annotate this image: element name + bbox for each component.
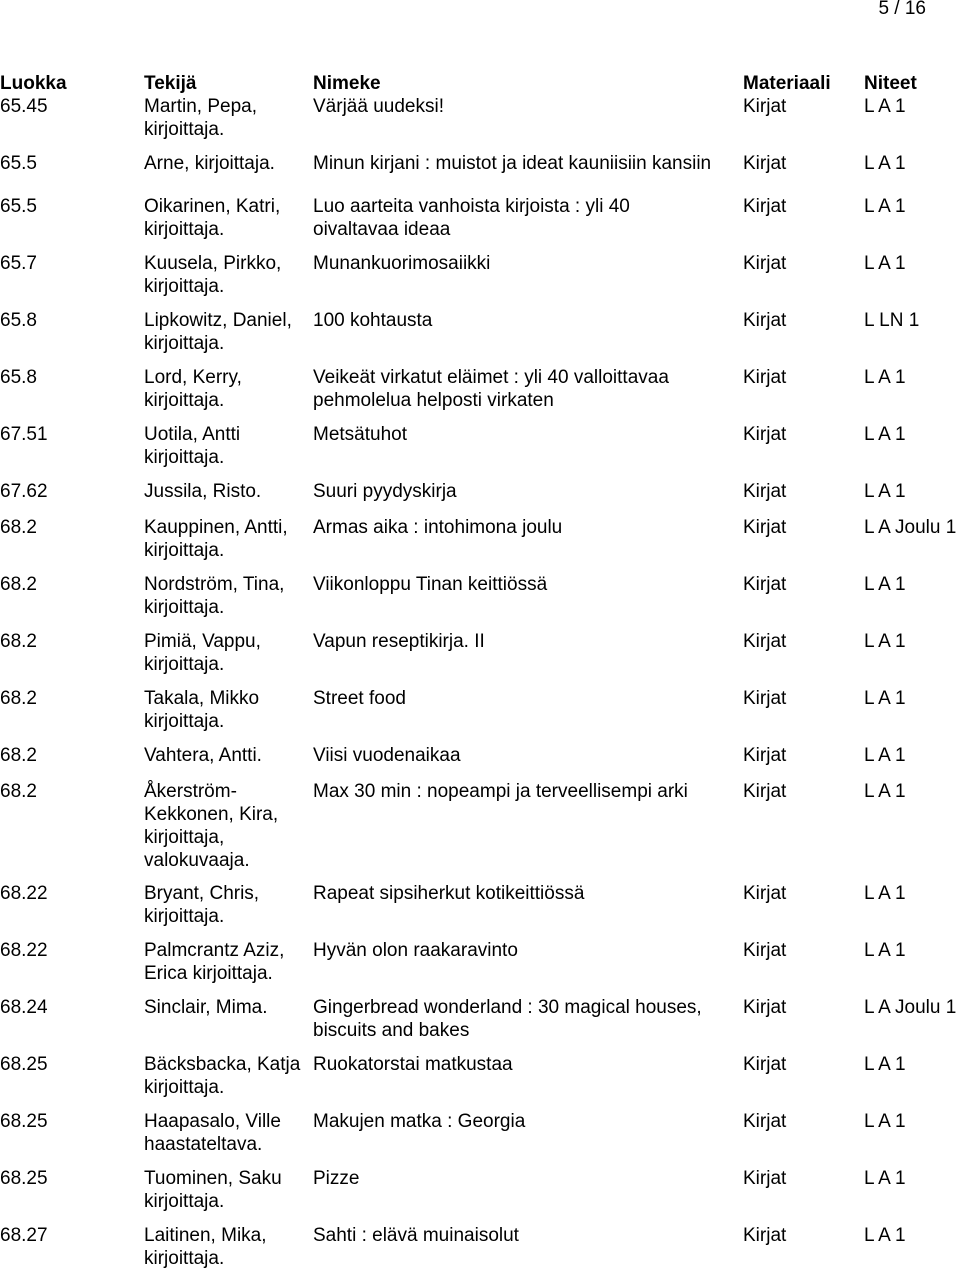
cell-nimeke: Luo aarteita vanhoista kirjoista : yli 40 oivaltavaa ideaa bbox=[313, 196, 630, 240]
cell-luokka: 68.2 bbox=[0, 574, 37, 595]
cell-niteet: L A 1 bbox=[864, 745, 906, 766]
cell-tekija: Kauppinen, Antti, kirjoittaja. bbox=[144, 517, 288, 561]
cell-materiaali: Kirjat bbox=[743, 517, 787, 538]
cell-luokka: 65.5 bbox=[0, 196, 37, 217]
cell-niteet: L A 1 bbox=[864, 1225, 906, 1246]
cell-materiaali: Kirjat bbox=[743, 574, 787, 595]
cell-luokka: 68.2 bbox=[0, 631, 37, 652]
cell-tekija: Martin, Pepa, kirjoittaja. bbox=[144, 96, 257, 140]
cell-niteet: L A 1 bbox=[864, 153, 906, 174]
cell-nimeke: Viisi vuodenaikaa bbox=[313, 745, 461, 766]
cell-luokka: 68.25 bbox=[0, 1168, 48, 1189]
cell-luokka: 67.51 bbox=[0, 424, 48, 445]
cell-niteet: L A 1 bbox=[864, 940, 906, 961]
cell-tekija: Kuusela, Pirkko, kirjoittaja. bbox=[144, 253, 282, 297]
cell-nimeke: Street food bbox=[313, 688, 406, 709]
cell-tekija: Palmcrantz Aziz, Erica kirjoittaja. bbox=[144, 940, 285, 984]
cell-niteet: L A 1 bbox=[864, 253, 906, 274]
column-header-luokka: Luokka bbox=[0, 73, 67, 94]
page-number: 5 / 16 bbox=[878, 0, 926, 19]
cell-nimeke: 100 kohtausta bbox=[313, 310, 433, 331]
column-header-niteet: Niteet bbox=[864, 73, 917, 94]
cell-tekija: Laitinen, Mika, kirjoittaja. bbox=[144, 1225, 267, 1269]
cell-materiaali: Kirjat bbox=[743, 367, 787, 388]
cell-luokka: 65.7 bbox=[0, 253, 37, 274]
cell-nimeke: Rapeat sipsiherkut kotikeittiössä bbox=[313, 883, 585, 904]
cell-nimeke: Värjää uudeksi! bbox=[313, 96, 444, 117]
cell-nimeke: Max 30 min : nopeampi ja terveellisempi arki bbox=[313, 781, 688, 802]
cell-nimeke: Viikonloppu Tinan keittiössä bbox=[313, 574, 548, 595]
cell-niteet: L A 1 bbox=[864, 1054, 906, 1075]
column-header-tekija: Tekijä bbox=[144, 73, 197, 94]
cell-luokka: 68.25 bbox=[0, 1111, 48, 1132]
cell-luokka: 68.24 bbox=[0, 997, 48, 1018]
cell-luokka: 65.5 bbox=[0, 153, 37, 174]
cell-niteet: L A 1 bbox=[864, 424, 906, 445]
cell-nimeke: Makujen matka : Georgia bbox=[313, 1111, 526, 1132]
cell-niteet: L A Joulu 1 bbox=[864, 517, 957, 538]
cell-materiaali: Kirjat bbox=[743, 96, 787, 117]
cell-luokka: 68.22 bbox=[0, 883, 48, 904]
cell-materiaali: Kirjat bbox=[743, 631, 787, 652]
cell-materiaali: Kirjat bbox=[743, 940, 787, 961]
cell-nimeke: Munankuorimosaiikki bbox=[313, 253, 491, 274]
cell-niteet: L A 1 bbox=[864, 781, 906, 802]
cell-nimeke: Vapun reseptikirja. II bbox=[313, 631, 485, 652]
cell-luokka: 65.8 bbox=[0, 367, 37, 388]
cell-tekija: Jussila, Risto. bbox=[144, 481, 262, 502]
cell-luokka: 68.22 bbox=[0, 940, 48, 961]
cell-luokka: 68.25 bbox=[0, 1054, 48, 1075]
cell-tekija: Haapasalo, Ville haastateltava. bbox=[144, 1111, 281, 1155]
cell-tekija: Sinclair, Mima. bbox=[144, 997, 268, 1018]
cell-materiaali: Kirjat bbox=[743, 781, 787, 802]
cell-niteet: L A 1 bbox=[864, 481, 906, 502]
cell-materiaali: Kirjat bbox=[743, 1225, 787, 1246]
cell-niteet: L A 1 bbox=[864, 574, 906, 595]
cell-tekija: Uotila, Antti kirjoittaja. bbox=[144, 424, 241, 468]
cell-materiaali: Kirjat bbox=[743, 153, 787, 174]
cell-nimeke: Ruokatorstai matkustaa bbox=[313, 1054, 513, 1075]
cell-niteet: L A 1 bbox=[864, 1168, 906, 1189]
cell-luokka: 65.8 bbox=[0, 310, 37, 331]
cell-niteet: L A 1 bbox=[864, 631, 906, 652]
cell-nimeke: Veikeät virkatut eläimet : yli 40 valloittavaa pehmolelua helposti virkaten bbox=[313, 367, 669, 411]
cell-tekija: Bryant, Chris, kirjoittaja. bbox=[144, 883, 260, 927]
cell-tekija: Bäcksbacka, Katja kirjoittaja. bbox=[144, 1054, 301, 1098]
cell-nimeke: Metsätuhot bbox=[313, 424, 407, 445]
cell-tekija: Tuominen, Saku kirjoittaja. bbox=[144, 1168, 282, 1212]
cell-nimeke: Sahti : elävä muinaisolut bbox=[313, 1225, 519, 1246]
cell-tekija: Lord, Kerry, kirjoittaja. bbox=[144, 367, 242, 411]
cell-niteet: L A 1 bbox=[864, 1111, 906, 1132]
cell-luokka: 67.62 bbox=[0, 481, 48, 502]
cell-luokka: 68.2 bbox=[0, 745, 37, 766]
cell-materiaali: Kirjat bbox=[743, 196, 787, 217]
cell-materiaali: Kirjat bbox=[743, 424, 787, 445]
cell-luokka: 68.27 bbox=[0, 1225, 48, 1246]
cell-tekija: Åkerström- Kekkonen, Kira, kirjoittaja, valokuvaaja. bbox=[144, 781, 279, 871]
cell-nimeke: Suuri pyydyskirja bbox=[313, 481, 457, 502]
cell-tekija: Pimiä, Vappu, kirjoittaja. bbox=[144, 631, 261, 675]
cell-materiaali: Kirjat bbox=[743, 688, 787, 709]
cell-nimeke: Hyvän olon raakaravinto bbox=[313, 940, 518, 961]
cell-niteet: L A 1 bbox=[864, 367, 906, 388]
cell-tekija: Arne, kirjoittaja. bbox=[144, 153, 275, 174]
cell-luokka: 65.45 bbox=[0, 96, 48, 117]
cell-tekija: Nordström, Tina, kirjoittaja. bbox=[144, 574, 285, 618]
cell-materiaali: Kirjat bbox=[743, 997, 787, 1018]
cell-materiaali: Kirjat bbox=[743, 481, 787, 502]
cell-nimeke: Gingerbread wonderland : 30 magical houses, biscuits and bakes bbox=[313, 997, 702, 1041]
cell-nimeke: Minun kirjani : muistot ja ideat kauniisiin kansiin bbox=[313, 153, 712, 174]
cell-materiaali: Kirjat bbox=[743, 1054, 787, 1075]
cell-luokka: 68.2 bbox=[0, 781, 37, 802]
cell-materiaali: Kirjat bbox=[743, 253, 787, 274]
cell-materiaali: Kirjat bbox=[743, 1168, 787, 1189]
cell-niteet: L LN 1 bbox=[864, 310, 920, 331]
cell-luokka: 68.2 bbox=[0, 688, 37, 709]
column-header-nimeke: Nimeke bbox=[313, 73, 381, 94]
cell-nimeke: Pizze bbox=[313, 1168, 360, 1189]
cell-materiaali: Kirjat bbox=[743, 1111, 787, 1132]
cell-luokka: 68.2 bbox=[0, 517, 37, 538]
cell-materiaali: Kirjat bbox=[743, 310, 787, 331]
cell-materiaali: Kirjat bbox=[743, 883, 787, 904]
cell-tekija: Takala, Mikko kirjoittaja. bbox=[144, 688, 260, 732]
cell-niteet: L A Joulu 1 bbox=[864, 997, 957, 1018]
cell-tekija: Vahtera, Antti. bbox=[144, 745, 262, 766]
cell-tekija: Lipkowitz, Daniel, kirjoittaja. bbox=[144, 310, 292, 354]
cell-niteet: L A 1 bbox=[864, 883, 906, 904]
cell-niteet: L A 1 bbox=[864, 688, 906, 709]
cell-niteet: L A 1 bbox=[864, 196, 906, 217]
cell-niteet: L A 1 bbox=[864, 96, 906, 117]
cell-tekija: Oikarinen, Katri, kirjoittaja. bbox=[144, 196, 281, 240]
cell-nimeke: Armas aika : intohimona joulu bbox=[313, 517, 563, 538]
column-header-materiaali: Materiaali bbox=[743, 73, 831, 94]
cell-materiaali: Kirjat bbox=[743, 745, 787, 766]
